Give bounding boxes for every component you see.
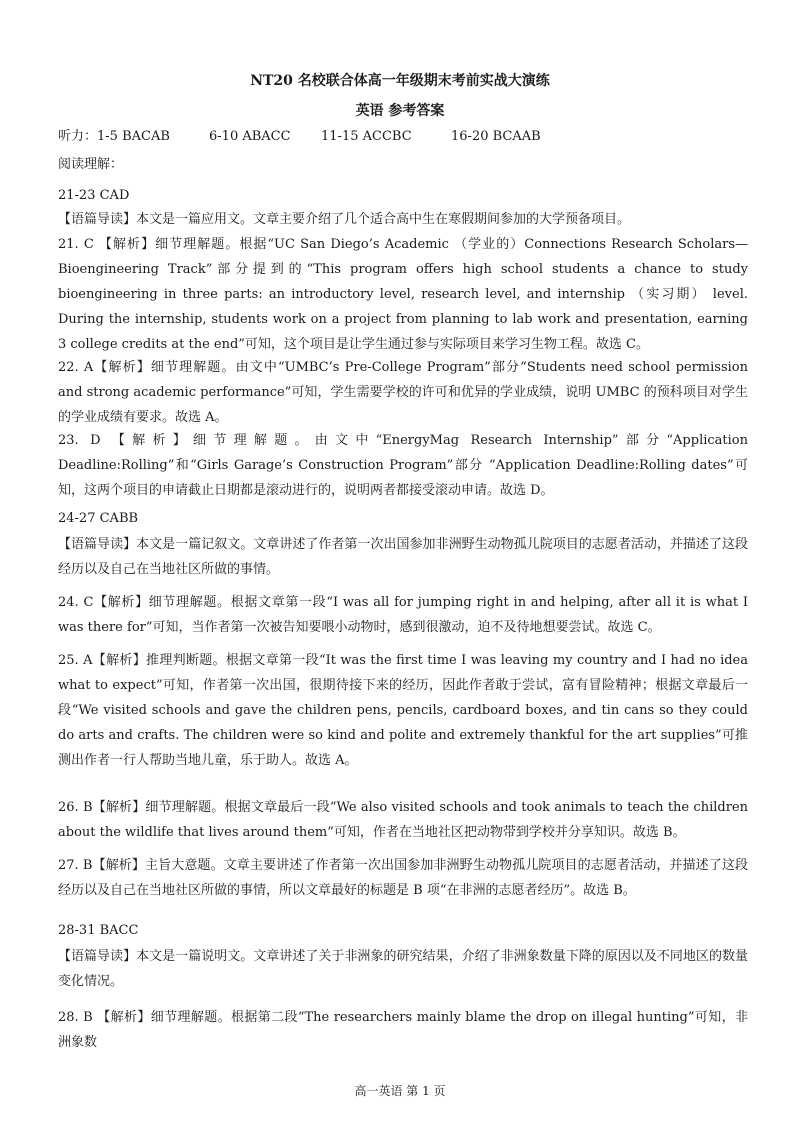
listening-group: 16-20 BCAAB bbox=[451, 129, 541, 144]
section-answers: 28-31 BACC bbox=[58, 923, 139, 938]
answer-explanation: 26. B【解析】细节理解题。根据文章最后一段“We also visited schools and took animals to teach the children about the wildlife that lives around them”可知，作者在当地社区把动物带到学校并分享知识。故选 B。 bbox=[58, 800, 748, 840]
answer-explanation: 24. C【解析】细节理解题。根据文章第一段“I was all for jumping right in and helping, after all it is what I was there for”可知，当作者第一次被告知要喂小动物时，感到很激动，迫不及待地想要尝试。故选 C。 bbox=[58, 595, 748, 635]
listening-group: 1-5 BACAB bbox=[97, 129, 170, 144]
section-intro: 【语篇导读】本文是一篇说明文。文章讲述了关于非洲象的研究结果，介绍了非洲象数量下降的原因以及不同地区的数量变化情况。 bbox=[58, 949, 748, 989]
section-intro: 【语篇导读】本文是一篇记叙文。文章讲述了作者第一次出国参加非洲野生动物孤儿院项目的志愿者活动，并描述了这段经历以及自己在当地社区所做的事情。 bbox=[58, 537, 748, 577]
answer-explanation: 22. A【解析】细节理解题。由文中“UMBC’s Pre-College Program”部分“Students need school permission and strong academic performance”可知，学生需要学校的许可和优异的学业成绩，说明 UMBC 的预科项目对学生的学业成绩有要求。故选 A。 bbox=[58, 360, 748, 425]
reading-label: 阅读理解： bbox=[58, 157, 124, 172]
page-title: NT20 名校联合体高一年级期末考前实战大演练 bbox=[250, 73, 550, 89]
answer-explanation: 21. C 【解析】细节理解题。根据“UC San Diego’s Academic （学业的）Connections Research Scholars—Bioengineering Track”部分提到的“This program offers high school students a chance to study bioengineering in three parts: an introductory level, research level, and internship （实习期） level. During the internship, students work on a project from planning to lab work and presentation, earning 3 college credits at the end”可知，这个项目是让学生通过参与实际项目来学习生物工程。故选 C。 bbox=[58, 237, 748, 352]
section-answers: 21-23 CAD bbox=[58, 188, 130, 203]
answer-explanation: 27. B【解析】主旨大意题。文章主要讲述了作者第一次出国参加非洲野生动物孤儿院项目的志愿者活动，并描述了这段经历以及自己在当地社区所做的事情，所以文章最好的标题是 B 项“在非洲的志愿者经历”。故选 B。 bbox=[58, 858, 748, 898]
listening-answers bbox=[58, 128, 748, 145]
answer-explanation: 23. D 【解析】细节理解题。由文中“EnergyMag Research Internship”部分“Application Deadline:Rolling”和“Girls Garage’s Construction Program”部分 “Application Deadline:Rolling dates”可知，这两个项目的申请截止日期都是滚动进行的，说明两者都接受滚动申请。故选 D。 bbox=[58, 433, 748, 498]
answer-explanation: 25. A【解析】推理判断题。根据文章第一段“It was the first time I was leaving my country and I had no idea what to expect”可知，作者第一次出国，很期待接下来的经历，因此作者敢于尝试，富有冒险精神；根据文章最后一段“We visited schools and gave the children pens, pencils, cardboard boxes, and tin cans so they could do arts and crafts. The children were so kind and polite and extremely thankful for the art supplies”可推测出作者一行人帮助当地儿童，乐于助人。故选 A。 bbox=[58, 653, 748, 768]
listening-group: 6-10 ABACC bbox=[209, 129, 291, 144]
page-subtitle: 英语 参考答案 bbox=[355, 103, 445, 119]
listening-label: 听力： bbox=[58, 129, 98, 144]
listening-group: 11-15 ACCBC bbox=[321, 129, 412, 144]
page-footer: 高一英语 第 1 页 bbox=[354, 1084, 446, 1098]
section-intro: 【语篇导读】本文是一篇应用文。文章主要介绍了几个适合高中生在寒假期间参加的大学预备项目。 bbox=[58, 212, 631, 227]
section-answers: 24-27 CABB bbox=[58, 511, 139, 526]
answer-explanation: 28. B 【解析】细节理解题。根据第二段“The researchers mainly blame the drop on illegal hunting”可知，非洲象数 bbox=[58, 1010, 748, 1050]
